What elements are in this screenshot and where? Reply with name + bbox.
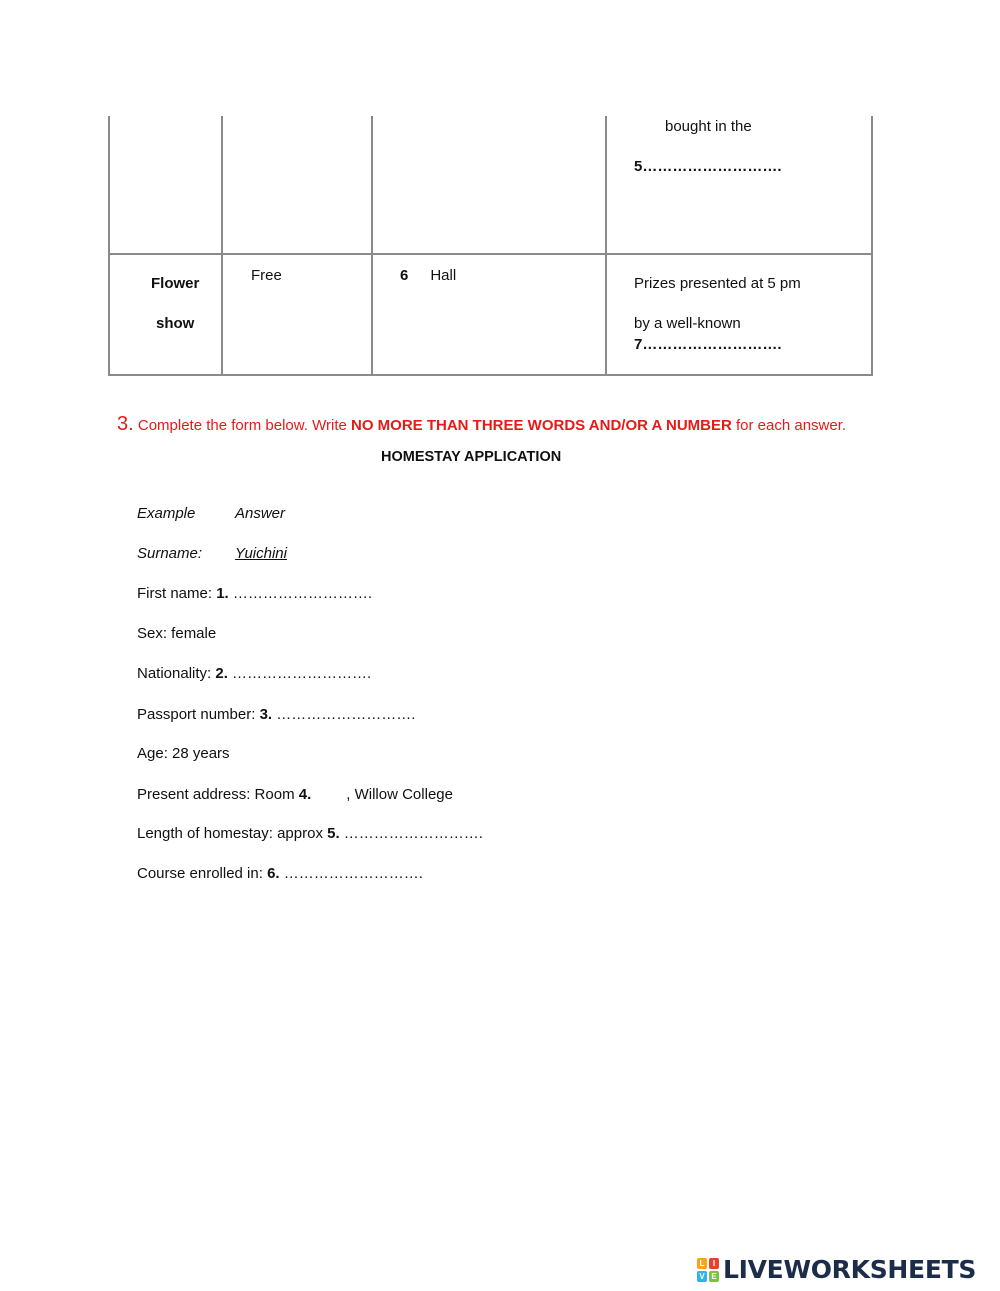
logo-tile-i: I: [709, 1258, 719, 1269]
first-name-label: First name:: [137, 585, 217, 602]
blank-dots: ……………………….: [642, 336, 782, 353]
course-blank: ……………………….: [279, 865, 423, 882]
passport-label: Passport number:: [137, 706, 260, 723]
length-blank: ……………………….: [339, 825, 483, 842]
row2-details-blank: [634, 336, 782, 353]
question-instruction: [117, 413, 846, 436]
address-field: [137, 786, 453, 803]
course-number: 6.: [267, 865, 280, 882]
table-border-left: [108, 116, 110, 376]
length-label: Length of homestay: approx: [137, 825, 328, 842]
logo-tile-l: L: [697, 1258, 707, 1269]
row2-event-line1: Flower: [151, 275, 200, 292]
table-divider-1: [221, 116, 223, 376]
table-divider-3: [605, 116, 607, 376]
example-label: Example: [137, 505, 196, 522]
row1-details-blank: [634, 158, 782, 175]
length-field: [137, 825, 483, 842]
passport-field: [137, 706, 415, 723]
first-name-number: 1.: [216, 585, 229, 602]
row2-details-line1: Prizes presented at 5 pm: [634, 275, 801, 292]
sex-field: Sex: female: [137, 625, 217, 642]
table-row-divider: [108, 253, 873, 255]
course-field: [137, 865, 423, 882]
row2-event-line2: show: [156, 315, 195, 332]
nationality-field: [137, 665, 371, 682]
nationality-label: Nationality:: [137, 665, 216, 682]
logo-tile-v: V: [697, 1271, 707, 1282]
row2-cost: Free: [251, 267, 282, 284]
table-border-right: [871, 116, 873, 376]
form-title: HOMESTAY APPLICATION: [381, 449, 562, 465]
surname-value: Yuichini: [235, 545, 287, 562]
logo-tile-e: E: [709, 1271, 719, 1282]
table-divider-2: [371, 116, 373, 376]
logo-tiles-icon: [697, 1258, 719, 1282]
length-number: 5.: [327, 825, 340, 842]
course-label: Course enrolled in:: [137, 865, 268, 882]
venue-blank-number: 6: [400, 267, 409, 284]
address-rest: , Willow College: [346, 786, 453, 803]
answer-label: Answer: [235, 505, 286, 522]
logo-text: LIVEWORKSHEETS: [723, 1255, 977, 1284]
passport-number: 3.: [259, 706, 273, 723]
row2-venue: [400, 267, 456, 284]
age-field: Age: 28 years: [137, 745, 230, 762]
row1-details-line1: bought in the: [665, 118, 752, 135]
first-name-blank: ……………………….: [228, 585, 373, 602]
blank-dots: ……………………….: [642, 158, 782, 175]
passport-blank: ……………………….: [272, 706, 416, 723]
address-label: Present address: Room: [137, 786, 299, 803]
blank-number: 7: [634, 336, 643, 353]
question-number: 3.: [117, 413, 134, 435]
row2-details-line2: by a well-known: [634, 315, 741, 332]
venue-text: Hall: [430, 267, 457, 284]
instruction-text-bold: NO MORE THAN THREE WORDS AND/OR A NUMBER: [351, 417, 732, 434]
instruction-text-after: for each answer.: [731, 417, 847, 434]
surname-label: Surname:: [137, 545, 203, 562]
first-name-field: [137, 585, 372, 602]
instruction-text-before: Complete the form below. Write: [133, 417, 351, 434]
nationality-blank: ……………………….: [227, 665, 372, 682]
address-number: 4.: [298, 786, 312, 803]
nationality-number: 2.: [215, 665, 228, 682]
blank-number: 5: [634, 158, 643, 175]
table-border-bottom: [108, 374, 873, 376]
